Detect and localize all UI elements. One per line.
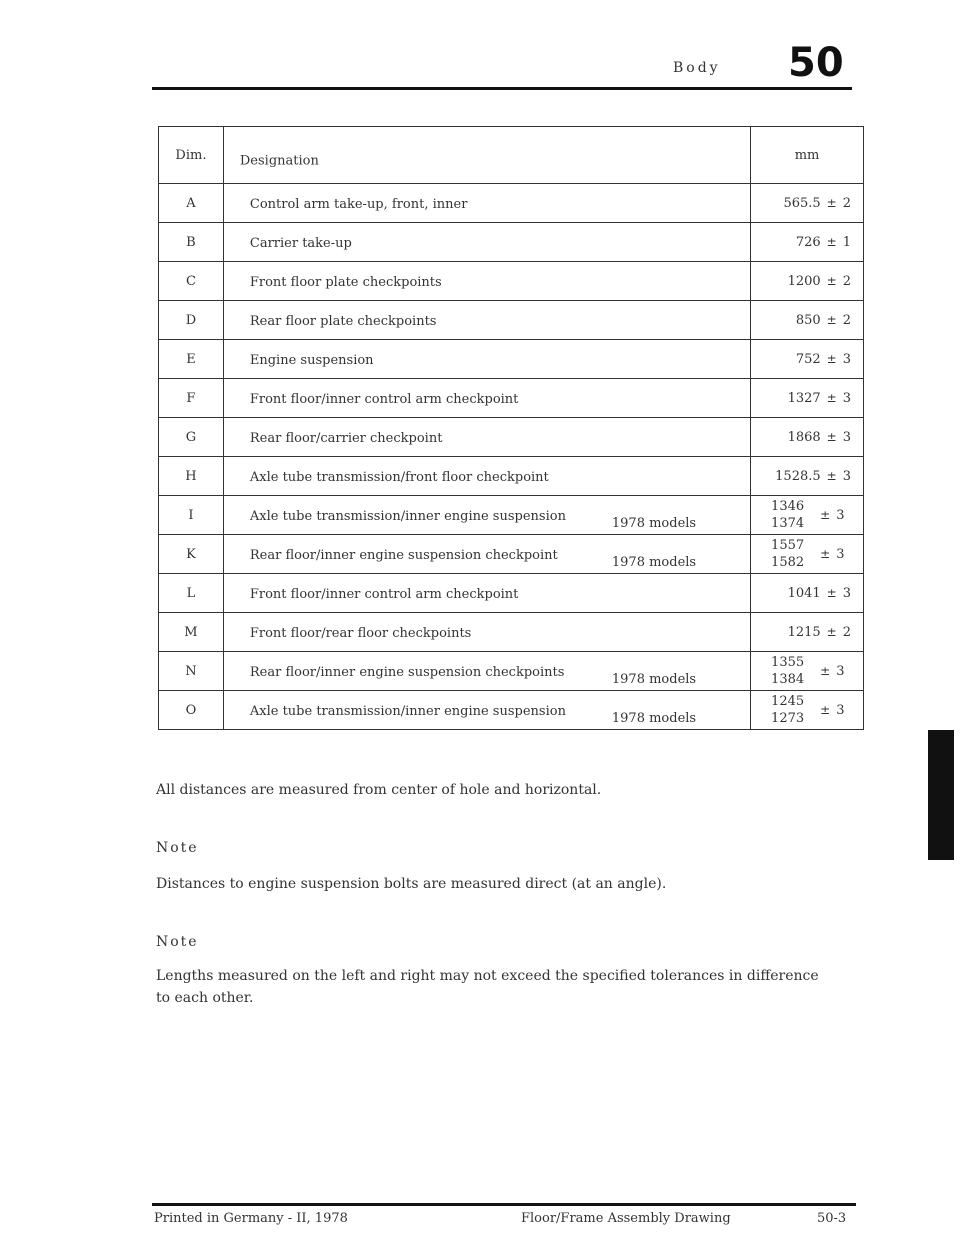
designation-cell xyxy=(223,301,750,340)
mm-value-group xyxy=(751,352,863,367)
mm-value: 1355 xyxy=(771,655,805,670)
plus-minus-sign: ± xyxy=(826,235,837,249)
mm-cell xyxy=(751,652,864,691)
designation-text: Front floor/rear floor checkpoints xyxy=(249,626,472,641)
designation-text: Carrier take-up xyxy=(249,236,352,251)
designation-text: Rear floor/carrier checkpoint xyxy=(249,431,443,446)
mm-cell xyxy=(751,223,864,262)
mm-value-2: 1582 xyxy=(771,555,805,570)
table-row xyxy=(159,262,864,301)
plus-minus-sign: ± xyxy=(826,352,837,366)
mm-value: 1327 xyxy=(787,390,821,406)
mm-value-pair xyxy=(751,693,863,727)
mm-value-group xyxy=(751,625,863,640)
plus-minus-sign: ± xyxy=(826,274,837,288)
dim-cell: G xyxy=(159,418,224,457)
model-year-note: 1978 models xyxy=(611,555,697,570)
mm-value-pair xyxy=(751,654,863,688)
dim-cell: H xyxy=(159,457,224,496)
designation-cell xyxy=(223,496,750,535)
designation-cell xyxy=(223,262,750,301)
mm-cell xyxy=(751,496,864,535)
designation-text: Control arm take-up, front, inner xyxy=(249,197,468,212)
tolerance xyxy=(814,703,844,718)
mm-cell xyxy=(751,184,864,223)
model-year-note: 1978 models xyxy=(611,711,697,726)
plus-minus-sign: ± xyxy=(820,663,831,678)
table-row xyxy=(159,418,864,457)
tolerance xyxy=(814,547,844,562)
tolerance-value: 2 xyxy=(842,312,851,328)
tolerance-value: 3 xyxy=(836,702,845,718)
table-row xyxy=(159,223,864,262)
tolerance-value: 3 xyxy=(842,390,851,406)
tolerance xyxy=(814,508,844,523)
mm-value: 1245 xyxy=(771,694,805,709)
designation-cell xyxy=(223,379,750,418)
note-text-1: Distances to engine suspension bolts are measured direct (at an angle). xyxy=(156,876,667,892)
measurement-statement: All distances are measured from center of hole and horizontal. xyxy=(156,782,602,798)
section-title: Body xyxy=(673,60,721,76)
designation-cell xyxy=(223,613,750,652)
designation-text: Front floor/inner control arm checkpoint xyxy=(249,587,519,602)
plus-minus-sign: ± xyxy=(826,196,837,210)
note-heading-2: Note xyxy=(156,934,199,950)
dim-cell: N xyxy=(159,652,224,691)
mm-value-group xyxy=(751,430,863,445)
mm-values xyxy=(771,498,804,532)
dim-cell: E xyxy=(159,340,224,379)
model-year-note: 1978 models xyxy=(611,672,697,687)
tolerance-value: 3 xyxy=(842,468,851,484)
designation-cell xyxy=(223,652,750,691)
table-row xyxy=(159,691,864,730)
table-header-row xyxy=(159,127,864,184)
designation-cell xyxy=(223,535,750,574)
tolerance-value: 2 xyxy=(842,195,851,211)
designation-text: Rear floor/inner engine suspension checkpoint xyxy=(249,548,558,563)
mm-cell xyxy=(751,340,864,379)
mm-value: 850 xyxy=(795,312,821,328)
mm-value: 565.5 xyxy=(783,195,821,211)
mm-value: 1528.5 xyxy=(775,468,821,484)
mm-cell xyxy=(751,301,864,340)
footer-title: Floor/Frame Assembly Drawing xyxy=(521,1211,731,1226)
mm-value: 726 xyxy=(795,234,821,250)
table-row xyxy=(159,574,864,613)
mm-value: 1557 xyxy=(771,538,805,553)
table-row xyxy=(159,652,864,691)
table-row xyxy=(159,184,864,223)
header-designation-label: Designation xyxy=(239,153,319,169)
note-text-2-line-2: to each other. xyxy=(156,990,254,1006)
footer-rule xyxy=(152,1203,856,1206)
tolerance-value: 3 xyxy=(836,507,845,523)
dim-cell: F xyxy=(159,379,224,418)
designation-text: Axle tube transmission/front floor checkpoint xyxy=(249,470,549,485)
tolerance-value: 1 xyxy=(842,234,851,250)
table-row xyxy=(159,535,864,574)
plus-minus-sign: ± xyxy=(826,313,837,327)
tolerance-value: 3 xyxy=(842,585,851,601)
table-row xyxy=(159,457,864,496)
mm-value-group xyxy=(751,469,863,484)
designation-cell xyxy=(223,340,750,379)
mm-cell xyxy=(751,535,864,574)
mm-value-pair xyxy=(751,498,863,532)
dim-cell: K xyxy=(159,535,224,574)
mm-values xyxy=(771,693,804,727)
mm-values xyxy=(771,537,804,571)
section-number: 50 xyxy=(788,40,844,86)
dim-cell: B xyxy=(159,223,224,262)
mm-value: 1346 xyxy=(771,499,805,514)
designation-text: Rear floor plate checkpoints xyxy=(249,314,437,329)
designation-cell xyxy=(223,184,750,223)
mm-value-2: 1374 xyxy=(771,516,805,531)
footer-printed: Printed in Germany - II, 1978 xyxy=(154,1211,348,1226)
designation-text: Front floor plate checkpoints xyxy=(249,275,442,290)
dim-cell: C xyxy=(159,262,224,301)
dim-cell: I xyxy=(159,496,224,535)
designation-cell xyxy=(223,418,750,457)
plus-minus-sign: ± xyxy=(820,546,831,561)
mm-cell xyxy=(751,418,864,457)
mm-value: 1215 xyxy=(787,624,821,640)
table-row xyxy=(159,613,864,652)
tolerance-value: 2 xyxy=(842,273,851,289)
dim-cell: A xyxy=(159,184,224,223)
note-text-2-line-1: Lengths measured on the left and right may not exceed the specified tolerances in difference xyxy=(156,968,819,984)
header-designation xyxy=(223,127,750,184)
table-row xyxy=(159,379,864,418)
mm-value-2: 1384 xyxy=(771,672,805,687)
designation-text: Rear floor/inner engine suspension checkpoints xyxy=(249,665,565,680)
mm-value-group xyxy=(751,274,863,289)
header-mm: mm xyxy=(751,127,864,184)
table-row xyxy=(159,340,864,379)
designation-cell xyxy=(223,574,750,613)
tolerance xyxy=(814,664,844,679)
dim-cell: M xyxy=(159,613,224,652)
header-rule xyxy=(152,87,852,90)
mm-value: 1868 xyxy=(787,429,821,445)
mm-value-pair xyxy=(751,537,863,571)
table-row xyxy=(159,301,864,340)
footer-page-number: 50-3 xyxy=(817,1211,847,1226)
plus-minus-sign: ± xyxy=(826,469,837,483)
dim-cell: L xyxy=(159,574,224,613)
model-year-note: 1978 models xyxy=(611,516,697,531)
designation-text: Axle tube transmission/inner engine suspension xyxy=(249,704,566,719)
tolerance-value: 2 xyxy=(842,624,851,640)
plus-minus-sign: ± xyxy=(820,507,831,522)
plus-minus-sign: ± xyxy=(826,430,837,444)
mm-cell xyxy=(751,379,864,418)
mm-value: 1200 xyxy=(787,273,821,289)
mm-values xyxy=(771,654,804,688)
designation-text: Front floor/inner control arm checkpoint xyxy=(249,392,519,407)
plus-minus-sign: ± xyxy=(820,702,831,717)
dim-cell: D xyxy=(159,301,224,340)
mm-value-group xyxy=(751,313,863,328)
tolerance-value: 3 xyxy=(836,546,845,562)
mm-value-group xyxy=(751,196,863,211)
mm-cell xyxy=(751,691,864,730)
header-dim: Dim. xyxy=(159,127,224,184)
mm-value: 752 xyxy=(795,351,821,367)
mm-cell xyxy=(751,574,864,613)
designation-text: Engine suspension xyxy=(249,353,374,368)
plus-minus-sign: ± xyxy=(826,586,837,600)
plus-minus-sign: ± xyxy=(826,625,837,639)
designation-cell xyxy=(223,223,750,262)
mm-cell xyxy=(751,262,864,301)
note-heading-1: Note xyxy=(156,840,199,856)
mm-value-group xyxy=(751,235,863,250)
mm-cell xyxy=(751,613,864,652)
section-thumb-tab xyxy=(928,730,954,860)
dimension-table xyxy=(158,126,864,730)
tolerance-value: 3 xyxy=(836,663,845,679)
designation-text: Axle tube transmission/inner engine suspension xyxy=(249,509,566,524)
tolerance-value: 3 xyxy=(842,429,851,445)
dim-cell: O xyxy=(159,691,224,730)
designation-cell xyxy=(223,457,750,496)
mm-value-group xyxy=(751,586,863,601)
plus-minus-sign: ± xyxy=(826,391,837,405)
mm-value-2: 1273 xyxy=(771,711,805,726)
mm-cell xyxy=(751,457,864,496)
tolerance-value: 3 xyxy=(842,351,851,367)
mm-value-group xyxy=(751,391,863,406)
table-row xyxy=(159,496,864,535)
designation-cell xyxy=(223,691,750,730)
mm-value: 1041 xyxy=(787,585,821,601)
